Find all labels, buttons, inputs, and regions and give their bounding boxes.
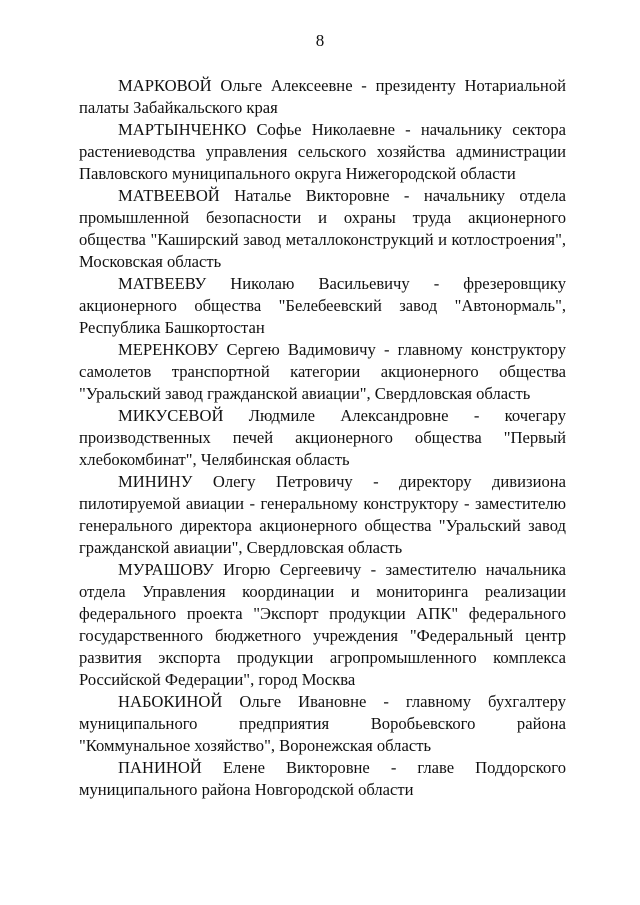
award-entry: МАТВЕЕВОЙ Наталье Викторовне - начальнику отдела промышленной безопасности и охраны труда акционерного общества "Каширский завод металлоконструкций и котлостроения", Московская область [79, 186, 566, 271]
recipient-position: президенту Нотариальной палаты Забайкальского края [79, 76, 566, 117]
recipient-position: начальнику отдела промышленной безопасности и охраны труда акционерного общества "Каширский завод металлоконструкций и котлостроения", Московская область [79, 186, 566, 271]
award-entry: ПАНИНОЙ Елене Викторовне - главе Поддорского муниципального района Новгородской области [79, 758, 566, 799]
recipient-position: директору дивизиона пилотируемой авиации - генеральному конструктору - заместителю генерального директора акционерного общества "Уральский завод гражданской авиации", Свердловская область [79, 472, 566, 557]
award-entry: МУРАШОВУ Игорю Сергеевичу - заместителю начальника отдела Управления координации и мониторинга реализации федерального проекта "Экспорт продукции АПК" федерального государственного бюджетного учреждения "Федеральный центр развития экспорта продукции агропромышленного комплекса Российской Федерации", город Москва [79, 560, 566, 689]
recipient-position: начальнику сектора растениеводства управления сельского хозяйства администрации Павловского муниципального округа Нижегородской области [79, 120, 566, 183]
recipient-name: НАБОКИНОЙ Ольге Ивановне [118, 692, 367, 711]
recipient-name: МАТВЕЕВОЙ Наталье Викторовне [118, 186, 390, 205]
recipient-name: МАТВЕЕВУ Николаю Васильевичу [118, 274, 410, 293]
award-entry: МАРКОВОЙ Ольге Алексеевне - президенту Нотариальной палаты Забайкальского края [79, 76, 566, 117]
recipient-position: главе Поддорского муниципального района Новгородской области [79, 758, 566, 799]
page-number: 8 [315, 31, 325, 50]
award-entry: МЕРЕНКОВУ Сергею Вадимовичу - главному конструктору самолетов транспортной категории акционерного общества "Уральский завод гражданской авиации", Свердловская область [79, 340, 567, 403]
award-entry: МИКУСЕВОЙ Людмиле Александровне - кочегару производственных печей акционерного общества "Первый хлебокомбинат", Челябинская область [79, 406, 567, 469]
award-entry: МАТВЕЕВУ Николаю Васильевичу - фрезеровщику акционерного общества "Белебеевский завод "Автонормаль", Республика Башкортостан [79, 274, 566, 337]
award-entry: МИНИНУ Олегу Петровичу - директору дивизиона пилотируемой авиации - генеральному конструктору - заместителю генерального директора акционерного общества "Уральский завод гражданской авиации", Свердловская область [79, 472, 566, 557]
recipient-position: главному конструктору самолетов транспортной категории акционерного общества "Уральский завод гражданской авиации", Свердловская область [79, 340, 567, 403]
recipient-position: главному бухгалтеру муниципального предприятия Воробьевского района "Коммунальное хозяйство", Воронежская область [79, 692, 567, 755]
recipient-name: ПАНИНОЙ Елене Викторовне [118, 758, 370, 777]
recipient-name: МЕРЕНКОВУ Сергею Вадимовичу [118, 340, 376, 359]
recipient-name: МУРАШОВУ Игорю Сергеевичу [118, 560, 362, 579]
award-entry: НАБОКИНОЙ Ольге Ивановне - главному бухгалтеру муниципального предприятия Воробьевского района "Коммунальное хозяйство", Воронежская область [79, 692, 567, 755]
recipient-position: кочегару производственных печей акционерного общества "Первый хлебокомбинат", Челябинская область [79, 406, 567, 469]
award-entry: МАРТЫНЧЕНКО Софье Николаевне - начальнику сектора растениеводства управления сельского хозяйства администрации Павловского муниципального округа Нижегородской области [79, 120, 566, 183]
recipient-name: МАРТЫНЧЕНКО Софье Николаевне [118, 120, 395, 139]
recipient-name: МИНИНУ Олегу Петровичу [118, 472, 353, 491]
recipient-position: заместителю начальника отдела Управления координации и мониторинга реализации федерального проекта "Экспорт продукции АПК" федерального государственного бюджетного учреждения "Федеральный центр развития экспорта продукции агропромышленного комплекса Российской Федерации", город Москва [79, 560, 566, 689]
recipient-name: МИКУСЕВОЙ Людмиле Александровне [118, 406, 449, 425]
award-list [79, 75, 566, 801]
recipient-position: фрезеровщику акционерного общества "Белебеевский завод "Автонормаль", Республика Башкортостан [79, 274, 566, 337]
recipient-name: МАРКОВОЙ Ольге Алексеевне [118, 76, 353, 95]
